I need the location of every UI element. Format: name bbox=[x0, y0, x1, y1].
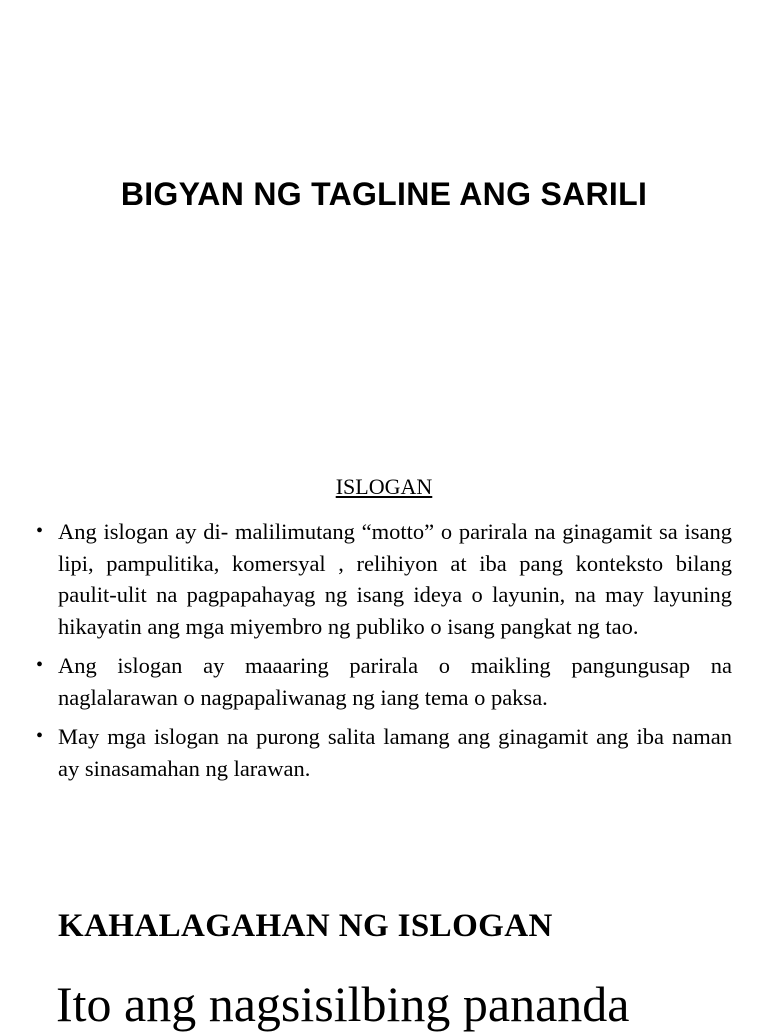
page-title: BIGYAN NG TAGLINE ANG SARILI bbox=[120, 176, 648, 212]
subheading: KAHALAGAHAN NG ISLOGAN bbox=[58, 908, 553, 944]
bullet-icon: • bbox=[36, 520, 44, 542]
bullet-list bbox=[30, 516, 732, 792]
bullet-text: Ang islogan ay maaaring parirala o maikling pangungusap na naglalarawan o nagpapaliwanag ng iang tema o paksa. bbox=[58, 653, 732, 710]
body-text: Ito ang nagsisilbing pananda bbox=[56, 976, 630, 1032]
bullet-text: Ang islogan ay di- malilimutang “motto” o parirala na ginagamit sa isang lipi, pampulitika, komersyal , relihiyon at iba pang konteksto bilang paulit-ulit na pagpapahayag ng isang ideya o layunin, na may layuning hikayatin ang mga miyembro ng publiko o isang pangkat ng tao. bbox=[58, 519, 732, 639]
bullet-icon: • bbox=[36, 725, 44, 747]
bullet-icon: • bbox=[36, 654, 44, 676]
list-item bbox=[30, 516, 732, 642]
bullet-text: May mga islogan na purong salita lamang ang ginagamit ang iba naman ay sinasamahan ng larawan. bbox=[58, 724, 732, 781]
list-item bbox=[30, 721, 732, 784]
section-heading: ISLOGAN bbox=[335, 474, 433, 499]
list-item bbox=[30, 650, 732, 713]
